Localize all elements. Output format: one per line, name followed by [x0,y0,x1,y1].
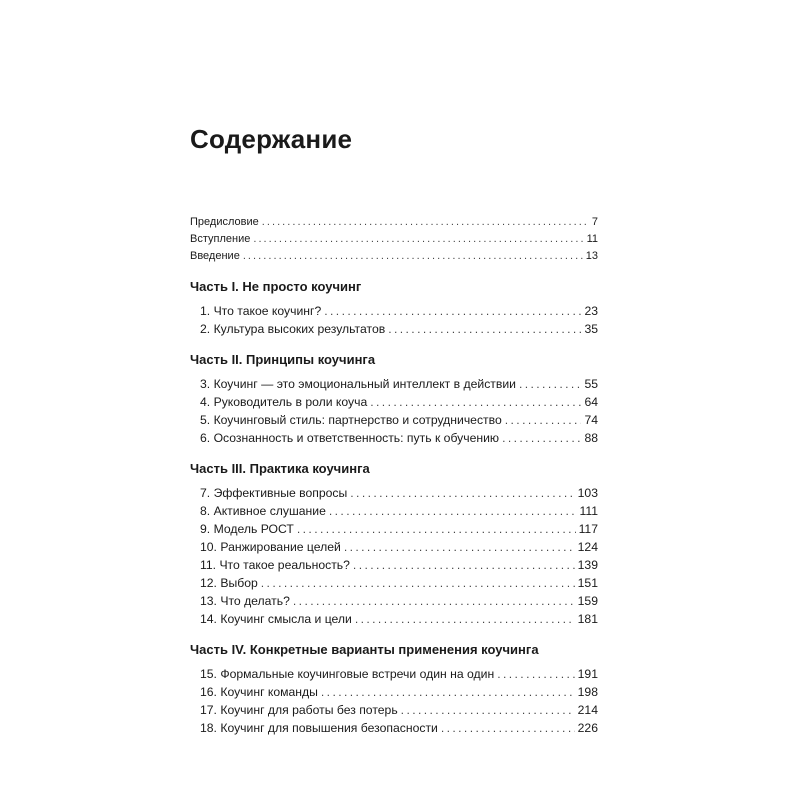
toc-chapter [190,320,598,338]
chapter-title: Коучинг команды [220,685,318,699]
chapter-page: 74 [584,413,598,427]
toc-chapter [190,556,598,574]
chapter-page: 111 [579,504,598,518]
toc-chapter [190,719,598,737]
toc-chapter-title [200,411,502,429]
toc-chapter [190,302,598,320]
chapter-title: Что такое коучинг? [213,304,322,318]
dot-leader [355,610,575,628]
chapter-title: Что такое реальность? [219,558,350,572]
chapter-number: 4. [200,395,211,409]
dot-leader [261,574,575,592]
part-heading: Часть IV. Конкретные варианты применения коучинга [190,642,539,657]
dot-leader [388,320,581,338]
chapter-page: 35 [584,322,598,336]
chapter-title: Коучинг для работы без потерь [220,703,398,717]
chapter-number: 11. [200,558,217,572]
chapter-number: 8. [200,504,211,518]
toc-entry-page: 13 [585,250,598,262]
chapter-number: 16. [200,685,217,699]
toc-chapter [190,429,598,447]
toc-chapter [190,484,598,502]
toc-chapter-title [200,538,341,556]
toc-entry-page: 11 [586,233,598,245]
chapter-title: Формальные коучинговые встречи один на один [220,667,495,681]
chapter-number: 3. [200,377,211,391]
toc-chapter [190,683,598,701]
chapter-title: Коучинг — это эмоциональный интеллект в действии [213,377,516,391]
chapter-page: 23 [584,304,598,318]
chapter-page: 181 [577,612,598,626]
chapter-page: 191 [577,667,598,681]
dot-leader [344,538,575,556]
toc-chapter [190,520,598,538]
chapter-number: 2. [200,322,211,336]
toc-chapter [190,502,598,520]
chapter-title: Эффективные вопросы [213,486,348,500]
chapter-title: Что делать? [220,594,290,608]
toc-chapter-title [200,429,499,447]
chapter-number: 17. [200,703,217,717]
chapter-title: Руководитель в роли коуча [213,395,368,409]
toc-entry-page: 7 [591,216,598,228]
chapter-title: Модель РОСТ [213,522,294,536]
toc-entry-title: Введение [190,250,240,262]
chapter-page: 124 [577,540,598,554]
toc-chapter-title [200,375,516,393]
part-heading: Часть II. Принципы коучинга [190,352,376,367]
part-heading: Часть I. Не просто коучинг [190,279,362,294]
chapter-title: Осознанность и ответственность: путь к обучению [213,431,500,445]
chapter-number: 13. [200,594,217,608]
chapter-page: 88 [584,431,598,445]
toc-chapter-title [200,574,258,592]
chapter-title: Коучинг для повышения безопасности [220,721,438,735]
chapter-page: 55 [584,377,598,391]
chapter-number: 7. [200,486,211,500]
dot-leader [262,214,589,231]
chapter-number: 1. [200,304,211,318]
dot-leader [370,393,581,411]
toc-chapter-title [200,484,347,502]
toc-chapter [190,701,598,719]
chapter-title: Коучинг смысла и цели [220,612,352,626]
chapter-title: Коучинговый стиль: партнерство и сотрудничество [213,413,502,427]
toc-chapter [190,610,598,628]
toc-chapter-title [200,320,385,338]
toc-entry-foreword [190,231,598,248]
toc-chapter-title [200,610,352,628]
chapter-number: 12. [200,576,217,590]
table-of-contents [190,214,598,737]
toc-chapter [190,411,598,429]
chapter-number: 18. [200,721,217,735]
toc-chapter [190,665,598,683]
dot-leader [324,302,581,320]
toc-chapter [190,574,598,592]
dot-leader [497,665,574,683]
chapter-title: Культура высоких результатов [213,322,386,336]
chapter-title: Активное слушание [213,504,326,518]
chapter-number: 9. [200,522,211,536]
chapter-title: Выбор [220,576,258,590]
chapter-number: 14. [200,612,217,626]
chapter-number: 10. [200,540,217,554]
dot-leader [321,683,575,701]
toc-chapter-title [200,592,290,610]
toc-entry-title: Вступление [190,233,251,245]
dot-leader [353,556,575,574]
toc-chapter-title [200,701,398,719]
toc-chapter-title [200,719,438,737]
chapter-page: 103 [577,486,598,500]
toc-chapter [190,592,598,610]
dot-leader [505,411,582,429]
toc-chapter-title [200,393,367,411]
toc-chapter-title [200,683,318,701]
dot-leader [401,701,575,719]
chapter-number: 6. [200,431,211,445]
chapter-page: 214 [577,703,598,717]
chapter-page: 198 [577,685,598,699]
dot-leader [329,502,577,520]
chapter-page: 151 [577,576,598,590]
dot-leader [253,231,583,248]
chapter-page: 226 [577,721,598,735]
toc-chapter-title [200,502,326,520]
toc-chapter-title [200,665,494,683]
dot-leader [293,592,575,610]
toc-chapter-title [200,302,321,320]
toc-entry-preface [190,214,598,231]
chapter-title: Ранжирование целей [220,540,341,554]
page-title: Содержание [190,124,353,154]
part-heading: Часть III. Практика коучинга [190,461,370,476]
toc-entry-title: Предисловие [190,216,259,228]
chapter-page: 139 [577,558,598,572]
dot-leader [519,375,581,393]
dot-leader [297,520,576,538]
toc-chapter [190,375,598,393]
chapter-number: 15. [200,667,217,681]
toc-chapter-title [200,556,350,574]
chapter-page: 117 [578,522,598,536]
chapter-page: 64 [584,395,598,409]
toc-chapter [190,393,598,411]
toc-entry-introduction [190,248,598,265]
chapter-page: 159 [577,594,598,608]
chapter-number: 5. [200,413,211,427]
dot-leader [441,719,575,737]
dot-leader [502,429,581,447]
toc-chapter-title [200,520,294,538]
dot-leader [350,484,574,502]
dot-leader [243,248,583,265]
toc-chapter [190,538,598,556]
